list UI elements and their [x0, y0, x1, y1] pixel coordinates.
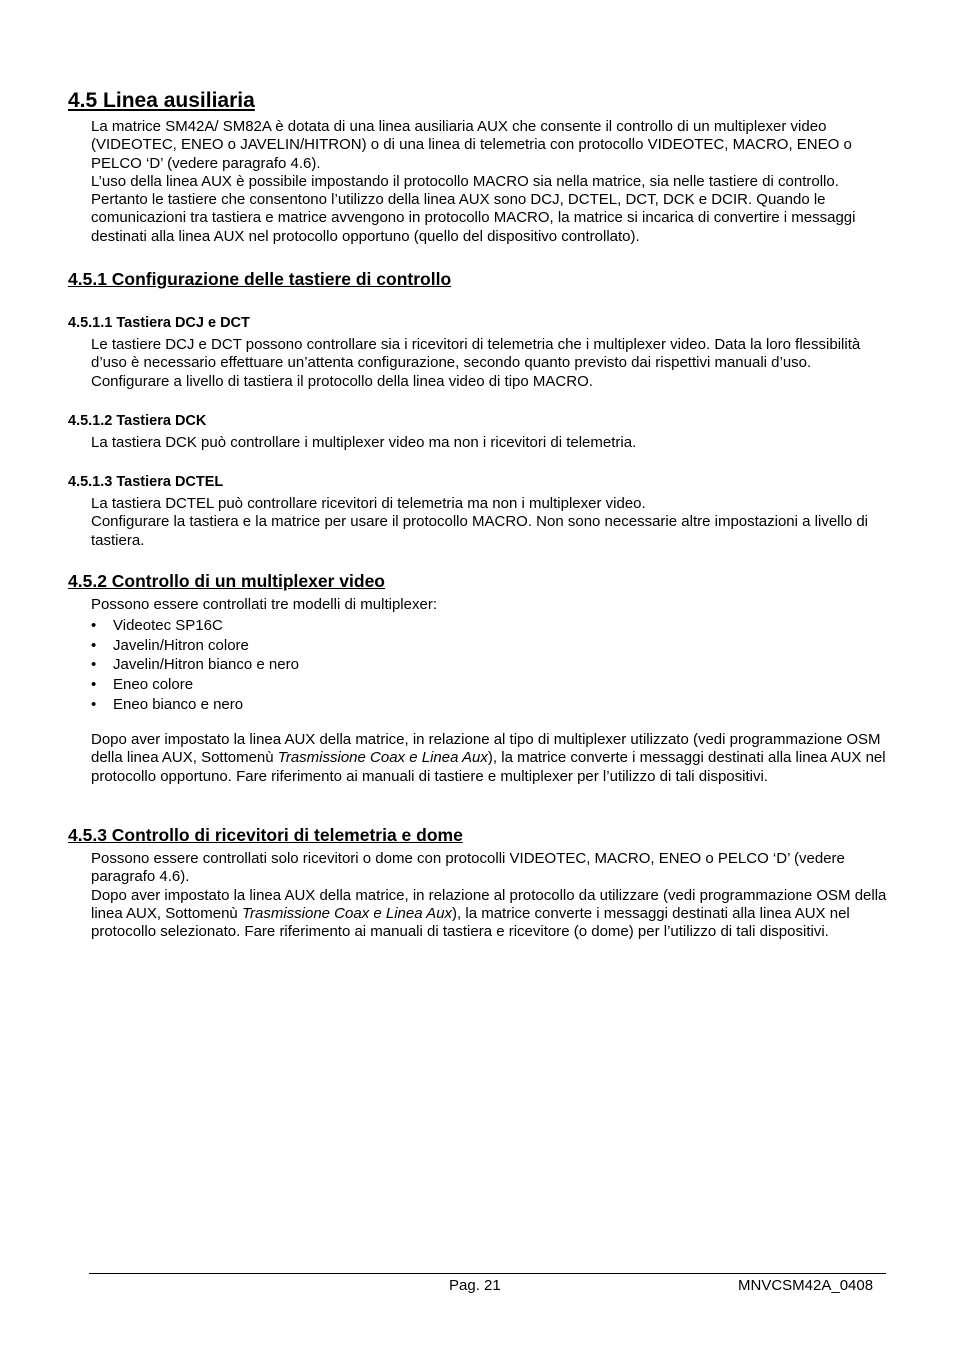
bullet-icon: •	[91, 695, 97, 713]
list-item: • Javelin/Hitron bianco e nero	[91, 656, 299, 674]
dcj-dct-text	[91, 336, 891, 391]
multiplexer-after-text	[91, 731, 891, 786]
intro-text	[91, 118, 891, 246]
multiplexer-lead-text: Possono essere controllati tre modelli di multiplexer:	[91, 596, 437, 613]
subsection-title-451: 4.5.1 Configurazione delle tastiere di controllo	[68, 269, 452, 289]
dck-paragraph: La tastiera DCK può controllare i multiplexer video ma non i ricevitori di telemetria.	[91, 434, 637, 451]
dctel-paragraph-1: La tastiera DCTEL può controllare ricevitori di telemetria ma non i multiplexer video.	[91, 495, 646, 512]
bullet-icon: •	[91, 636, 97, 654]
section-title: 4.5 Linea ausiliaria	[68, 89, 255, 112]
heading-dck: 4.5.1.2 Tastiera DCK	[68, 413, 207, 429]
telemetry-text	[91, 850, 891, 941]
dck-text	[91, 434, 891, 452]
intro-paragraph-1: La matrice SM42A/ SM82A è dotata di una linea ausiliaria AUX che consente il controllo di un multiplexer video (VIDEOTEC, ENEO o JAVELIN/HITRON) o di una linea di telemetria con protocollo VIDEOTEC, MACRO, ENEO o PELCO ‘D’ (vedere paragrafo 4.6).	[91, 118, 852, 172]
telemetry-paragraph-2: Dopo aver impostato la linea AUX della matrice, in relazione al protocollo da utilizzare (vedi programmazione OSM della linea AUX, Sottomenù Trasmissione Coax e Linea Aux), la matrice converte i messaggi destinati alla linea AUX nel protocollo selezionato. Fare riferimento ai manuali di tastiera e ricevitore (o dome) per l’utilizzo di tali dispositivi.	[91, 886, 887, 941]
heading-dctel: 4.5.1.3 Tastiera DCTEL	[68, 474, 224, 490]
subsection-title-452: 4.5.2 Controllo di un multiplexer video	[68, 571, 385, 591]
subsection-title-453: 4.5.3 Controllo di ricevitori di telemetria e dome	[68, 825, 463, 845]
menu-name: Trasmissione Coax e Linea Aux	[241, 904, 453, 922]
bullet-icon: •	[91, 656, 97, 674]
menu-name: Trasmissione Coax e Linea Aux	[277, 749, 488, 767]
list-item: • Videotec SP16C	[91, 617, 223, 634]
heading-dcj-dct: 4.5.1.1 Tastiera DCJ e DCT	[68, 315, 250, 331]
multiplexer-lead	[91, 596, 891, 614]
intro-paragraph-2: L’uso della linea AUX è possibile impostando il protocollo MACRO sia nella matrice, sia nelle tastiere di controllo. Pertanto le tastiere che consentono l’utilizzo della linea AUX sono DCJ, DCTEL, DCT, DCK e DCIR. Quando le comunicazioni tra tastiera e matrice avvengono in protocollo MACRO, la matrice si incarica di convertire i messaggi destinati alla linea AUX nel protocollo opportuno (quello del dispositivo controllato).	[91, 172, 856, 245]
dctel-paragraph-2: Configurare la tastiera e la matrice per usare il protocollo MACRO. Non sono necessarie altre impostazioni a livello di tastiera.	[91, 513, 869, 549]
list-item: • Eneo colore	[91, 676, 194, 694]
multiplexer-after-paragraph: Dopo aver impostato la linea AUX della matrice, in relazione al tipo di multiplexer utilizzato (vedi programmazione OSM della linea AUX, Sottomenù Trasmissione Coax e Linea Aux), la matrice converte i messaggi destinati alla linea AUX nel protocollo opportuno. Fare riferimento ai manuali di tastiere e multiplexer per l’utilizzo di tali dispositivi.	[91, 731, 886, 785]
list-item: • Eneo bianco e nero	[91, 695, 244, 713]
multiplexer-list	[91, 616, 299, 715]
list-item: • Javelin/Hitron colore	[91, 636, 249, 654]
document-code: MNVCSM42A_0408	[738, 1277, 874, 1294]
dctel-text	[91, 495, 891, 550]
telemetry-paragraph-1: Possono essere controllati solo ricevitori o dome con protocolli VIDEOTEC, MACRO, ENEO o PELCO ‘D’ (vedere paragrafo 4.6).	[91, 850, 845, 886]
bullet-icon: •	[91, 617, 97, 634]
footer-divider	[89, 1273, 886, 1274]
bullet-icon: •	[91, 676, 97, 694]
dcj-dct-paragraph: Le tastiere DCJ e DCT possono controllare sia i ricevitori di telemetria che i multiplexer video. Data la loro flessibilità d’uso è necessario effettuare un’attenta configurazione, secondo quanto previsto dai rispettivi manuali d’uso. Configurare a livello di tastiera il protocollo della linea video di tipo MACRO.	[91, 336, 861, 390]
page-number: Pag. 21	[449, 1277, 501, 1294]
